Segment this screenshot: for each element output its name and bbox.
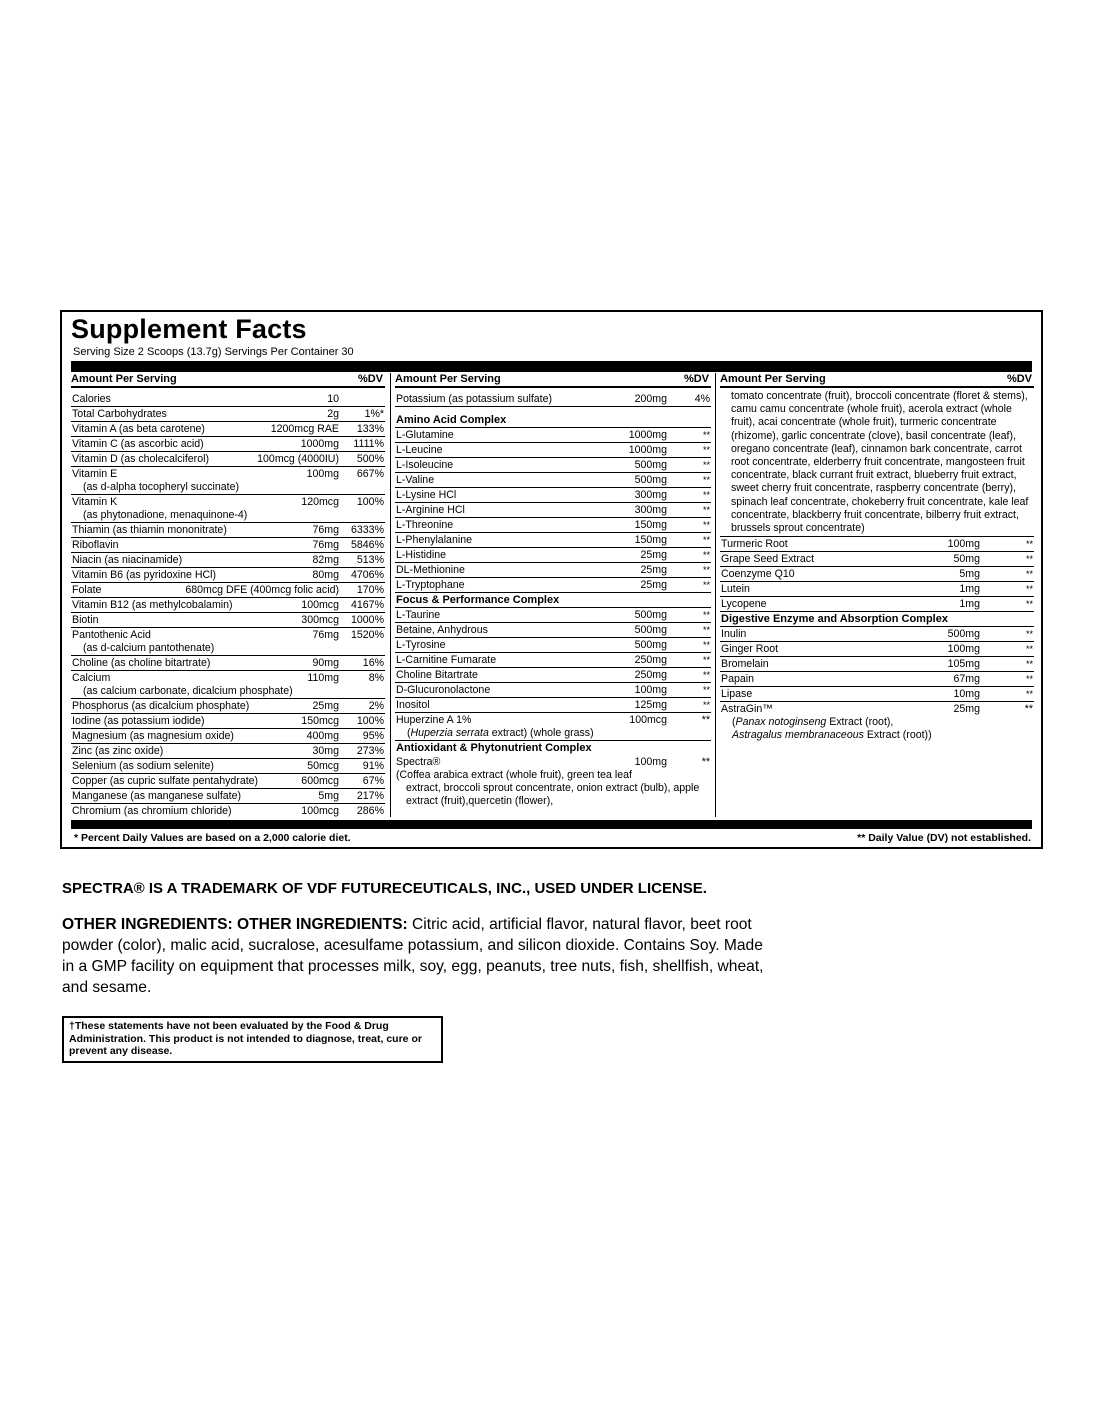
nutrient-row bbox=[71, 583, 385, 598]
nutrient-name: Chromium (as chromium chloride) bbox=[72, 805, 232, 817]
column-1 bbox=[71, 373, 385, 817]
nutrient-amount: 150mg bbox=[634, 534, 667, 546]
nutrient-name: Riboflavin bbox=[72, 539, 119, 551]
nutrient-amount: 300mcg bbox=[301, 614, 339, 626]
nutrient-row bbox=[395, 518, 711, 533]
nutrient-row bbox=[395, 578, 711, 593]
nutrient-amount: 250mg bbox=[634, 654, 667, 666]
nutrient-name: Total Carbohydrates bbox=[72, 408, 167, 420]
nutrient-amount: 25mg bbox=[640, 564, 667, 576]
nutrient-name: Phosphorus (as dicalcium phosphate) bbox=[72, 700, 250, 712]
nutrient-dv: ** bbox=[702, 550, 710, 560]
nutrient-name: Folate bbox=[72, 584, 102, 596]
nutrient-name: Choline (as choline bitartrate) bbox=[72, 657, 211, 669]
nutrient-name: Coenzyme Q10 bbox=[721, 568, 795, 581]
nutrient-row bbox=[395, 533, 711, 548]
supplement-facts-panel bbox=[60, 310, 1043, 849]
trademark-notice: SPECTRA® IS A TRADEMARK OF VDF FUTURECEUTICALS, INC., USED UNDER LICENSE. bbox=[62, 880, 707, 897]
nutrient-row bbox=[71, 714, 385, 729]
nutrient-dv: ** bbox=[1025, 689, 1033, 700]
nutrient-dv: 133% bbox=[356, 423, 384, 435]
nutrient-dv: 513% bbox=[356, 554, 384, 566]
column-separator bbox=[390, 373, 391, 817]
nutrient-name: Calcium bbox=[72, 672, 111, 684]
nutrient-row bbox=[71, 452, 385, 467]
nutrient-dv: ** bbox=[702, 475, 710, 485]
nutrient-name: Vitamin D (as cholecalciferol) bbox=[72, 453, 209, 465]
nutrient-amount: 76mg bbox=[312, 524, 339, 536]
nutrient-name: Potassium (as potassium sulfate) bbox=[396, 393, 553, 405]
nutrient-amount: 200mg bbox=[634, 393, 667, 405]
nutrient-amount: 25mg bbox=[640, 549, 667, 561]
nutrient-name: Vitamin B12 (as methylcobalamin) bbox=[72, 599, 233, 611]
nutrient-amount: 100mg bbox=[947, 643, 980, 656]
nutrient-dv: 4167% bbox=[351, 599, 384, 611]
nutrient-amount: 400mg bbox=[306, 730, 339, 742]
nutrient-name: Zinc (as zinc oxide) bbox=[72, 745, 164, 757]
nutrient-row bbox=[395, 443, 711, 458]
nutrient-row bbox=[71, 467, 385, 495]
nutrient-row bbox=[71, 523, 385, 538]
nutrient-row bbox=[720, 567, 1034, 582]
botanical-list bbox=[720, 537, 1034, 612]
nutrient-dv: ** bbox=[1025, 599, 1033, 610]
nutrient-name: Vitamin E bbox=[72, 468, 118, 480]
nutrient-name: Lycopene bbox=[721, 598, 767, 611]
nutrient-name: Betaine, Anhydrous bbox=[396, 624, 488, 636]
nutrient-dv: 5846% bbox=[351, 539, 384, 551]
nutrient-dv: ** bbox=[702, 445, 710, 455]
nutrient-name: Lutein bbox=[721, 583, 750, 596]
nutrient-name: Vitamin K bbox=[72, 496, 118, 508]
spectra-continuation: tomato concentrate (fruit), broccoli concentrate (floret & stems), camu camu concentrate (whole fruit), acerola extract (whole fruit), acai concentrate (whole fruit), turmeric concentrate (rhizome), garlic concentrate (clove), basil concentrate (leaf), oregano concentrate (leaf), cinnamon bark concentrate, carrot root concentrate, elderberry fruit concentrate, mangosteen fruit concentrate, black currant fruit extract, blueberry fruit extract, sweet cherry fruit concentrate, raspberry concentrate (berry), spinach leaf concentrate, chokeberry fruit concentrate, kale leaf concentrate, blackberry fruit concentrate, bilberry fruit extract, brussels sprout concentrate) bbox=[720, 390, 1034, 537]
nutrient-amount: 82mg bbox=[312, 554, 339, 566]
nutrient-name: Inositol bbox=[396, 699, 430, 711]
nutrient-amount: 67mg bbox=[953, 673, 980, 686]
nutrient-amount: 500mg bbox=[634, 474, 667, 486]
nutrient-amount: 80mg bbox=[312, 569, 339, 581]
nutrient-row bbox=[395, 713, 711, 741]
nutrient-dv: 100% bbox=[356, 715, 384, 727]
nutrient-name: Niacin (as niacinamide) bbox=[72, 554, 183, 566]
nutrient-dv: 8% bbox=[368, 672, 384, 684]
nutrient-dv: ** bbox=[1025, 629, 1033, 640]
nutrient-dv: ** bbox=[701, 714, 710, 726]
nutrient-dv: ** bbox=[702, 640, 710, 650]
nutrient-amount: 150mcg bbox=[301, 715, 339, 727]
nutrient-row bbox=[395, 638, 711, 653]
panel-title: Supplement Facts bbox=[71, 314, 307, 344]
nutrient-amount: 1000mg bbox=[300, 438, 339, 450]
nutrient-amount: 250mg bbox=[634, 669, 667, 681]
nutrient-amount: 10mg bbox=[953, 688, 980, 701]
nutrient-row bbox=[720, 672, 1034, 687]
nutrient-dv: ** bbox=[1025, 644, 1033, 655]
nutrient-dv: 16% bbox=[362, 657, 384, 669]
section-title-amino: Amino Acid Complex bbox=[395, 413, 711, 428]
nutrient-row bbox=[395, 458, 711, 473]
column-separator bbox=[715, 373, 716, 817]
nutrient-amount: 100mg bbox=[306, 468, 339, 480]
nutrient-row bbox=[395, 653, 711, 668]
amino-list bbox=[395, 428, 711, 593]
nutrient-name: Calories bbox=[72, 393, 111, 405]
nutrient-list bbox=[71, 392, 385, 819]
nutrient-name: Lipase bbox=[721, 688, 753, 701]
nutrient-name: AstraGin™ bbox=[721, 703, 773, 716]
section-title-antioxidant: Antioxidant & Phytonutrient Complex bbox=[396, 742, 592, 754]
nutrient-row bbox=[395, 503, 711, 518]
nutrient-row bbox=[720, 687, 1034, 702]
nutrient-amount: 100mcg (4000IU) bbox=[257, 453, 339, 465]
nutrient-row bbox=[71, 789, 385, 804]
nutrient-row bbox=[395, 668, 711, 683]
nutrient-amount: 500mg bbox=[634, 639, 667, 651]
column-header bbox=[720, 373, 1034, 388]
nutrient-row bbox=[71, 671, 385, 699]
thick-divider-bottom bbox=[71, 820, 1032, 829]
nutrient-name: L-Taurine bbox=[396, 609, 441, 621]
nutrient-row bbox=[71, 699, 385, 714]
nutrient-row bbox=[71, 744, 385, 759]
nutrient-dv: 1111% bbox=[353, 438, 384, 450]
nutrient-amount: 5mg bbox=[959, 568, 980, 581]
nutrient-source: (as phytonadione, menaquinone-4) bbox=[83, 509, 248, 521]
nutrient-name: L-Phenylalanine bbox=[396, 534, 472, 546]
nutrient-amount: 300mg bbox=[634, 504, 667, 516]
nutrient-dv: ** bbox=[1025, 539, 1033, 550]
nutrient-row bbox=[71, 774, 385, 789]
nutrient-row bbox=[395, 755, 711, 769]
nutrient-name: Choline Bitartrate bbox=[396, 669, 478, 681]
nutrient-row bbox=[720, 657, 1034, 672]
nutrient-dv: ** bbox=[702, 700, 710, 710]
nutrient-amount: 1mg bbox=[959, 598, 980, 611]
nutrient-dv: ** bbox=[1024, 703, 1033, 716]
nutrient-row bbox=[720, 702, 1034, 742]
nutrient-amount: 100mcg bbox=[301, 599, 339, 611]
nutrient-dv: 100% bbox=[356, 496, 384, 508]
nutrient-amount: 500mg bbox=[634, 624, 667, 636]
nutrient-row bbox=[720, 582, 1034, 597]
nutrient-name: L-Threonine bbox=[396, 519, 454, 531]
nutrient-dv: 67% bbox=[362, 775, 384, 787]
nutrient-row bbox=[71, 759, 385, 774]
nutrient-row bbox=[395, 392, 711, 407]
nutrient-amount: 300mg bbox=[634, 489, 667, 501]
nutrient-source: (as d-calcium pantothenate) bbox=[83, 642, 215, 654]
nutrient-amount: 105mg bbox=[947, 658, 980, 671]
nutrient-name: Huperzine A 1% bbox=[396, 714, 472, 726]
nutrient-name: L-Isoleucine bbox=[396, 459, 454, 471]
section-title-digestive: Digestive Enzyme and Absorption Complex bbox=[720, 612, 1034, 627]
nutrient-name: Pantothenic Acid bbox=[72, 629, 151, 641]
nutrient-amount: 1000mg bbox=[628, 444, 667, 456]
nutrient-amount: 100mcg bbox=[301, 805, 339, 817]
spectra-description: extract, broccoli sprout concentrate, onion extract (bulb), apple extract (fruit),quercetin (flower), bbox=[406, 782, 700, 808]
nutrient-dv: 500% bbox=[356, 453, 384, 465]
nutrient-name: L-Tyrosine bbox=[396, 639, 446, 651]
nutrient-amount: 1200mcg RAE bbox=[270, 423, 339, 435]
nutrient-dv: 6333% bbox=[351, 524, 384, 536]
digestive-list bbox=[720, 627, 1034, 702]
nutrient-row bbox=[395, 548, 711, 563]
column-3 bbox=[720, 373, 1034, 817]
nutrient-name: Vitamin A (as beta carotene) bbox=[72, 423, 205, 435]
nutrient-row bbox=[395, 608, 711, 623]
nutrient-amount: 110mg bbox=[307, 672, 339, 684]
nutrient-dv: ** bbox=[702, 685, 710, 695]
nutrient-name: L-Carnitine Fumarate bbox=[396, 654, 497, 666]
nutrient-amount: 76mg bbox=[312, 629, 339, 641]
header-amount: Amount Per Serving bbox=[720, 373, 826, 385]
nutrient-dv: ** bbox=[702, 535, 710, 545]
nutrient-source: (Panax notoginseng Extract (root), bbox=[732, 716, 894, 729]
nutrient-amount: 1000mg bbox=[628, 429, 667, 441]
nutrient-row bbox=[395, 563, 711, 578]
nutrient-dv: 1%* bbox=[364, 408, 384, 420]
section-title-focus: Focus & Performance Complex bbox=[395, 593, 711, 608]
nutrient-name: Spectra® bbox=[396, 756, 441, 768]
footnote-daily-values: * Percent Daily Values are based on a 2,000 calorie diet. bbox=[74, 832, 351, 844]
nutrient-name: Inulin bbox=[721, 628, 747, 641]
nutrient-amount: 5mg bbox=[318, 790, 339, 802]
nutrient-dv: ** bbox=[702, 610, 710, 620]
nutrient-amount: 150mg bbox=[634, 519, 667, 531]
nutrient-name: Turmeric Root bbox=[721, 538, 788, 551]
nutrient-amount: 2g bbox=[327, 408, 339, 420]
other-ingredients-text: Citric acid, artificial flavor, natural flavor, beet root powder (color), malic acid, sucralose, acesulfame potassium, and silicon dioxide. Contains Soy. Made in a GMP facility on equipment that processes milk, soy, egg, peanuts, tree nuts, fish, shellfish, wheat, and sesame. bbox=[62, 916, 764, 996]
nutrient-amount: 25mg bbox=[953, 703, 980, 716]
nutrient-dv: 91% bbox=[362, 760, 384, 772]
nutrient-source: (Huperzia serrata extract) (whole grass) bbox=[407, 727, 594, 739]
nutrient-row bbox=[71, 656, 385, 671]
nutrient-row bbox=[71, 538, 385, 553]
other-ingredients-label: OTHER INGREDIENTS: OTHER INGREDIENTS: bbox=[62, 916, 408, 933]
serving-info: Serving Size 2 Scoops (13.7g) Servings Per Container 30 bbox=[73, 346, 354, 358]
nutrient-dv: ** bbox=[702, 670, 710, 680]
nutrient-name: Thiamin (as thiamin mononitrate) bbox=[72, 524, 227, 536]
nutrient-name: DL-Methionine bbox=[396, 564, 465, 576]
nutrient-dv: 2% bbox=[368, 700, 384, 712]
other-ingredients bbox=[62, 914, 772, 998]
nutrient-name: L-Lysine HCl bbox=[396, 489, 457, 501]
nutrient-dv: ** bbox=[1025, 674, 1033, 685]
nutrient-amount: 50mg bbox=[953, 553, 980, 566]
nutrient-amount: 50mcg bbox=[307, 760, 339, 772]
nutrient-amount: 600mcg bbox=[301, 775, 339, 787]
nutrient-amount: 100mg bbox=[634, 684, 667, 696]
nutrient-row bbox=[71, 422, 385, 437]
nutrient-name: Manganese (as manganese sulfate) bbox=[72, 790, 242, 802]
nutrient-dv: ** bbox=[1025, 569, 1033, 580]
header-dv: %DV bbox=[1006, 373, 1032, 385]
nutrient-name: L-Histidine bbox=[396, 549, 447, 561]
spectra-description-first: (Coffea arabica extract (whole fruit), green tea leaf bbox=[396, 769, 632, 781]
nutrient-amount: 30mg bbox=[312, 745, 339, 757]
nutrient-name: L-Leucine bbox=[396, 444, 443, 456]
footnote-dv-not-established: ** Daily Value (DV) not established. bbox=[857, 832, 1031, 844]
nutrient-amount: 90mg bbox=[312, 657, 339, 669]
column-2 bbox=[395, 373, 711, 817]
nutrient-name: Magnesium (as magnesium oxide) bbox=[72, 730, 234, 742]
nutrient-name: Vitamin B6 (as pyridoxine HCl) bbox=[72, 569, 217, 581]
fda-disclaimer: †These statements have not been evaluated by the Food & Drug Administration. This product is not intended to diagnose, treat, cure or prevent any disease. bbox=[62, 1016, 443, 1063]
nutrient-amount: 120mcg bbox=[301, 496, 339, 508]
nutrient-source: Astragalus membranaceous Extract (root)) bbox=[732, 729, 932, 742]
nutrient-amount: 1mg bbox=[959, 583, 980, 596]
nutrient-dv: ** bbox=[702, 460, 710, 470]
nutrient-amount: 76mg bbox=[312, 539, 339, 551]
nutrient-dv: 286% bbox=[356, 805, 384, 817]
nutrient-row bbox=[720, 642, 1034, 657]
nutrient-amount: 100mg bbox=[947, 538, 980, 551]
nutrient-name: Vitamin C (as ascorbic acid) bbox=[72, 438, 204, 450]
nutrient-row bbox=[720, 552, 1034, 567]
nutrient-dv: ** bbox=[702, 490, 710, 500]
nutrient-row bbox=[71, 437, 385, 452]
nutrient-name: L-Valine bbox=[396, 474, 435, 486]
nutrient-dv: 95% bbox=[362, 730, 384, 742]
nutrient-row bbox=[71, 804, 385, 819]
nutrient-name: Ginger Root bbox=[721, 643, 779, 656]
nutrient-name: Bromelain bbox=[721, 658, 769, 671]
nutrient-dv: 1520% bbox=[351, 629, 384, 641]
nutrient-dv: ** bbox=[702, 505, 710, 515]
nutrient-amount: 25mg bbox=[312, 700, 339, 712]
header-amount: Amount Per Serving bbox=[395, 373, 501, 385]
nutrient-dv: 273% bbox=[356, 745, 384, 757]
nutrient-row bbox=[71, 407, 385, 422]
nutrient-name: L-Tryptophane bbox=[396, 579, 465, 591]
nutrient-row bbox=[720, 597, 1034, 612]
nutrient-name: Papain bbox=[721, 673, 754, 686]
nutrient-dv: 667% bbox=[356, 468, 384, 480]
nutrient-row bbox=[720, 537, 1034, 552]
nutrient-dv: ** bbox=[701, 756, 710, 768]
nutrient-dv: ** bbox=[1025, 554, 1033, 565]
nutrient-dv: 1000% bbox=[351, 614, 384, 626]
nutrient-dv: 170% bbox=[356, 584, 384, 596]
nutrient-row bbox=[71, 729, 385, 744]
nutrient-row bbox=[71, 553, 385, 568]
nutrient-row bbox=[720, 627, 1034, 642]
nutrient-row bbox=[71, 392, 385, 407]
nutrient-amount: 680mcg DFE (400mcg folic acid) bbox=[185, 584, 339, 596]
nutrient-row bbox=[395, 473, 711, 488]
nutrient-name: D-Glucuronolactone bbox=[396, 684, 491, 696]
nutrient-row bbox=[71, 628, 385, 656]
nutrient-dv: ** bbox=[702, 655, 710, 665]
nutrient-dv: ** bbox=[702, 565, 710, 575]
focus-list bbox=[395, 608, 711, 713]
nutrient-dv: 217% bbox=[356, 790, 384, 802]
nutrient-amount: 125mg bbox=[634, 699, 667, 711]
latin-name: Huperzia serrata bbox=[410, 727, 489, 739]
nutrient-name: Grape Seed Extract bbox=[721, 553, 815, 566]
nutrient-dv: ** bbox=[702, 430, 710, 440]
nutrient-row bbox=[395, 623, 711, 638]
nutrient-amount: 500mg bbox=[634, 609, 667, 621]
nutrient-dv: ** bbox=[702, 580, 710, 590]
nutrient-dv: ** bbox=[1025, 659, 1033, 670]
nutrient-row bbox=[71, 495, 385, 523]
nutrient-row bbox=[395, 683, 711, 698]
nutrient-name: Biotin bbox=[72, 614, 99, 626]
nutrient-amount: 500mg bbox=[947, 628, 980, 641]
nutrient-row bbox=[395, 428, 711, 443]
nutrient-amount: 100mg bbox=[634, 756, 667, 768]
nutrient-name: Copper (as cupric sulfate pentahydrate) bbox=[72, 775, 259, 787]
header-dv: %DV bbox=[357, 373, 383, 385]
nutrient-source: (as calcium carbonate, dicalcium phosphate) bbox=[83, 685, 293, 697]
nutrient-amount: 100mcg bbox=[629, 714, 667, 726]
nutrient-amount: 10 bbox=[327, 393, 339, 405]
nutrient-source: (as d-alpha tocopheryl succinate) bbox=[83, 481, 240, 493]
header-amount: Amount Per Serving bbox=[71, 373, 177, 385]
nutrient-dv: ** bbox=[702, 520, 710, 530]
nutrient-name: L-Glutamine bbox=[396, 429, 454, 441]
nutrient-amount: 25mg bbox=[640, 579, 667, 591]
column-header bbox=[71, 373, 385, 388]
column-header bbox=[395, 373, 711, 388]
nutrient-name: Iodine (as potassium iodide) bbox=[72, 715, 205, 727]
nutrient-row bbox=[395, 488, 711, 503]
header-dv: %DV bbox=[683, 373, 709, 385]
nutrient-row bbox=[71, 613, 385, 628]
nutrient-amount: 500mg bbox=[634, 459, 667, 471]
nutrient-name: Selenium (as sodium selenite) bbox=[72, 760, 214, 772]
nutrient-dv: ** bbox=[1025, 584, 1033, 595]
nutrient-name: L-Arginine HCl bbox=[396, 504, 465, 516]
nutrient-row bbox=[395, 698, 711, 713]
nutrient-row bbox=[71, 598, 385, 613]
nutrient-dv: ** bbox=[702, 625, 710, 635]
nutrient-row bbox=[71, 568, 385, 583]
nutrient-dv: 4706% bbox=[351, 569, 384, 581]
nutrient-dv: 4% bbox=[694, 393, 710, 405]
thick-divider bbox=[71, 361, 1032, 372]
